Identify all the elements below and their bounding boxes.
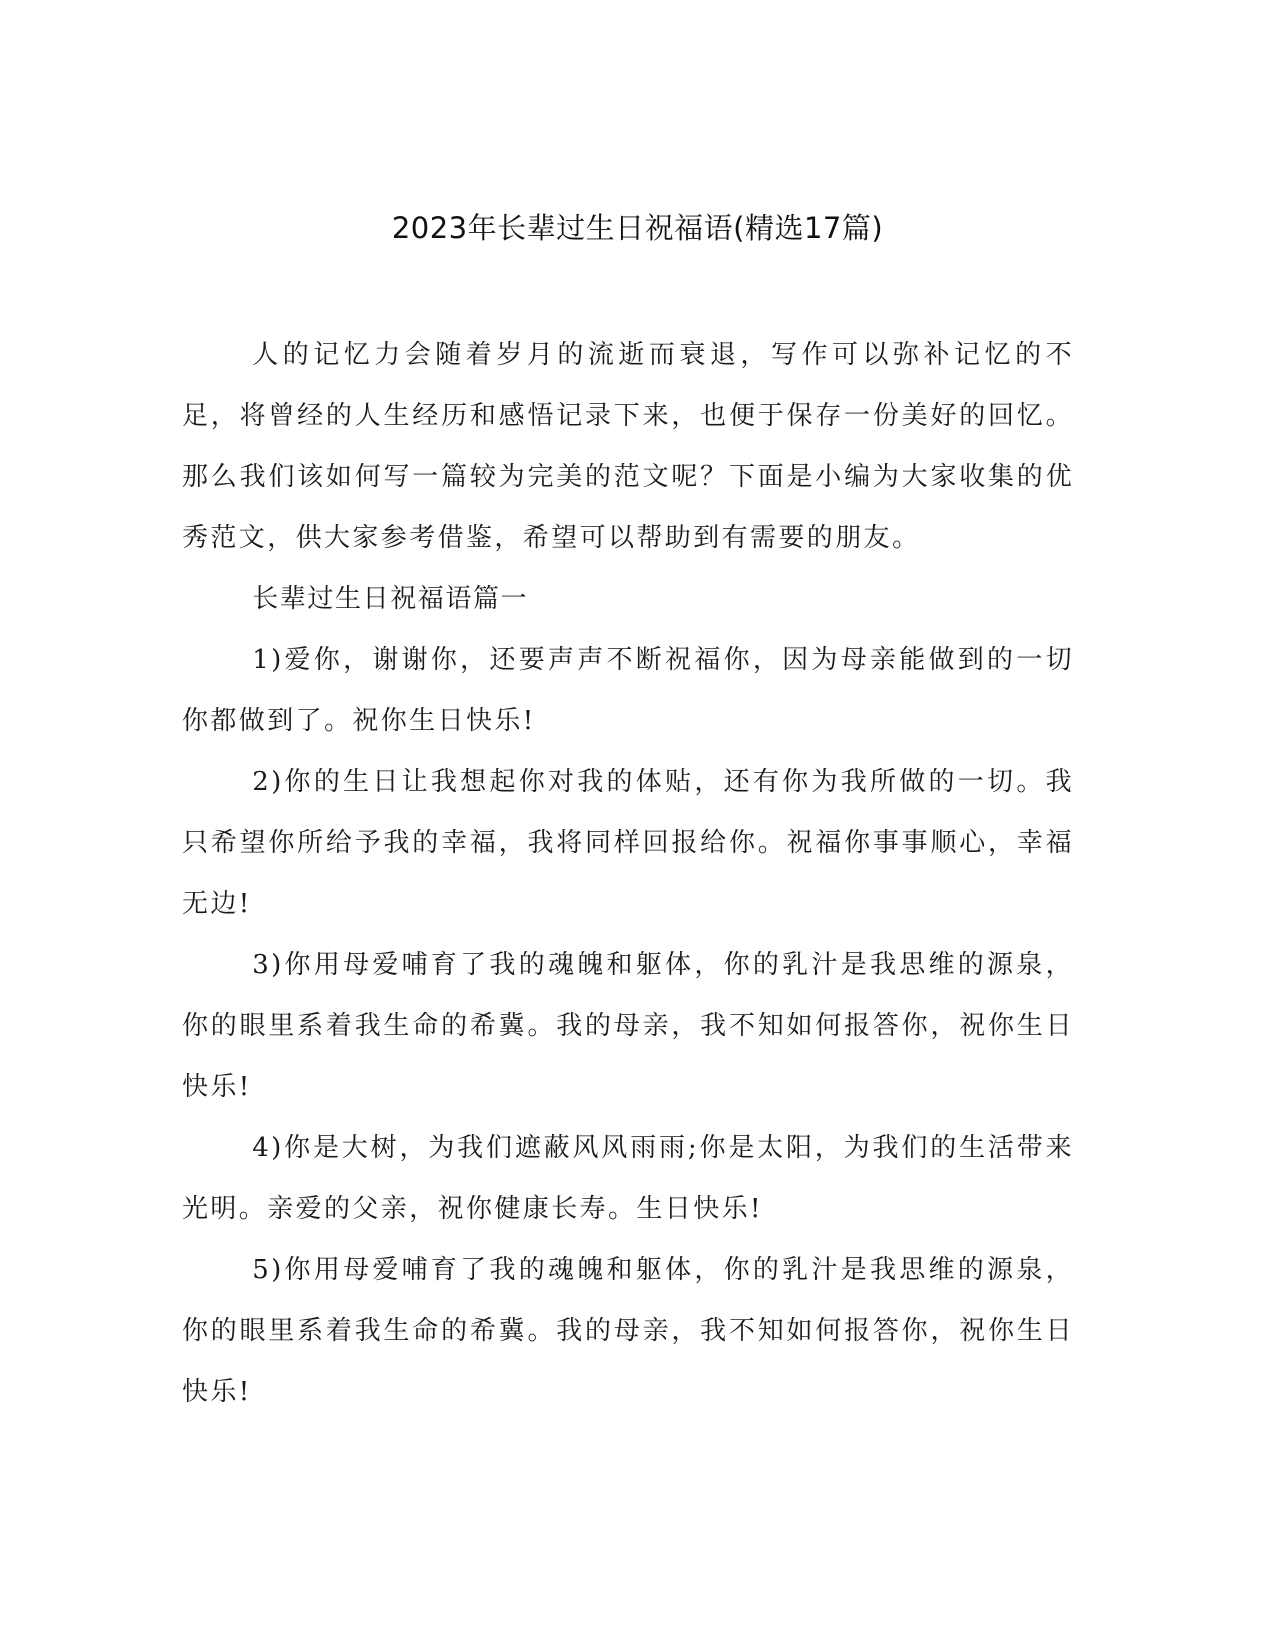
intro-paragraph: 人的记忆力会随着岁月的流逝而衰退，写作可以弥补记忆的不足，将曾经的人生经历和感悟记录下来，也便于保存一份美好的回忆。那么我们该如何写一篇较为完美的范文呢？下面是小编为大家收集的优秀范文，供大家参考借鉴，希望可以帮助到有需要的朋友。 — [182, 340, 1074, 553]
blessing-paragraph-5: 5)你用母爱哺育了我的魂魄和躯体，你的乳汁是我思维的源泉，你的眼里系着我生命的希冀。我的母亲，我不知如何报答你，祝你生日快乐! — [182, 1255, 1074, 1407]
section-heading: 长辈过生日祝福语篇一 — [252, 584, 529, 614]
blessing-paragraph-1: 1)爱你，谢谢你，还要声声不断祝福你，因为母亲能做到的一切你都做到了。祝你生日快乐! — [182, 645, 1074, 736]
blessing-paragraph-3: 3)你用母爱哺育了我的魂魄和躯体，你的乳汁是我思维的源泉，你的眼里系着我生命的希冀。我的母亲，我不知如何报答你，祝你生日快乐! — [182, 950, 1074, 1102]
blessing-paragraph-2: 2)你的生日让我想起你对我的体贴，还有你为我所做的一切。我只希望你所给予我的幸福，我将同样回报给你。祝福你事事顺心，幸福无边! — [182, 767, 1074, 919]
document-title: 2023年长辈过生日祝福语(精选17篇) — [391, 211, 884, 245]
document-body — [182, 325, 1074, 1423]
blessing-paragraph-4: 4)你是大树，为我们遮蔽风风雨雨;你是太阳，为我们的生活带来光明。亲爱的父亲，祝你健康长寿。生日快乐! — [182, 1133, 1074, 1224]
